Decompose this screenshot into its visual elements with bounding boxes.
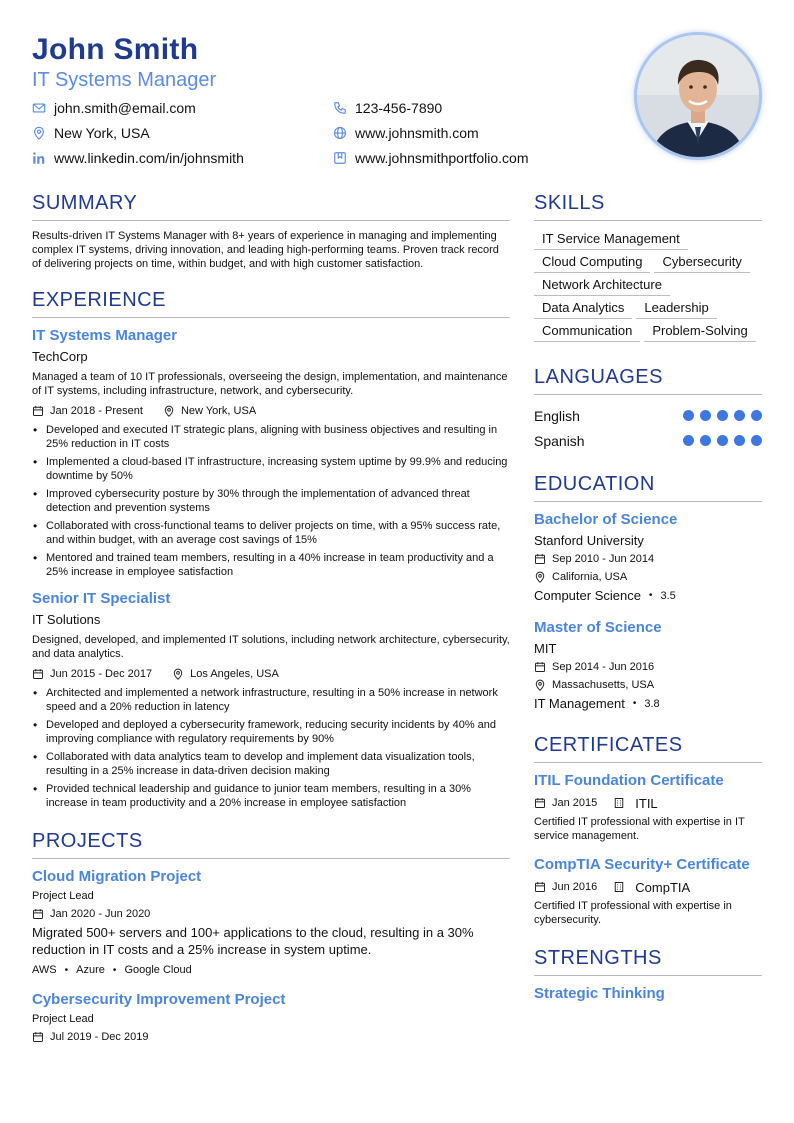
achievement-item: • Developed and executed IT strategic plans, aligning with business objectives and resulting in 25% reduction in IT costs (32, 423, 510, 451)
achievement-item: • Provided technical leadership and guidance to junior team members, resulting in a 30% increase in team productivity and a 20% increase in employee satisfaction (32, 782, 510, 810)
contact-portfolio[interactable] (333, 148, 529, 168)
skill-tag: Network Architecture (534, 275, 670, 296)
phone-text: 123-456-7890 (355, 100, 443, 116)
certificates-heading: CERTIFICATES (534, 732, 762, 763)
globe-icon (333, 126, 347, 140)
bookmark-icon (333, 151, 347, 165)
degree-title: Bachelor of Science (534, 511, 678, 528)
project-dates: Jan 2020 - Jun 2020 (50, 908, 151, 920)
skills-list (534, 229, 762, 344)
proficiency-dot (734, 435, 745, 446)
project-tag: Azure (76, 964, 105, 976)
location-pin-icon (172, 668, 184, 680)
education-field-row: IT Management • 3.8 (534, 694, 762, 714)
achievement-item: • Improved cybersecurity posture by 30% through the implementation of advanced threat detection and prevention systems (32, 487, 510, 515)
job-title: IT Systems Manager (32, 327, 178, 344)
phone-icon (333, 101, 347, 115)
job-meta (32, 666, 510, 682)
building-icon (613, 797, 625, 809)
email-text: john.smith@email.com (54, 100, 196, 116)
location-pin-icon (534, 571, 546, 583)
achievement-item: • Architected and implemented a network infrastructure, resulting in a 50% increase in network speed and a 20% reduction in latency (32, 686, 510, 714)
achievement-item: • Collaborated with data analytics team to develop and implement data visualization tools, resulting in a 25% increase in data-driven decision making (32, 750, 510, 778)
job-description: Designed, developed, and implemented IT solutions, including network architecture, cybersecurity, and data analytics. (32, 634, 510, 660)
certificate-issuer: CompTIA (635, 879, 691, 895)
profile-photo (634, 32, 762, 160)
linkedin-icon (32, 151, 46, 165)
resume-header (32, 32, 762, 172)
achievement-item: • Mentored and trained team members, resulting in a 40% increase in team productivity and a 25% increase in employee satisfaction (32, 551, 510, 579)
certificates-section (534, 732, 762, 927)
project-tag: AWS (32, 964, 57, 976)
certificate-title: CompTIA Security+ Certificate (534, 856, 750, 873)
education-heading: EDUCATION (534, 471, 762, 502)
calendar-icon (32, 1031, 44, 1043)
gpa-value: 3.5 (660, 590, 676, 602)
proficiency-dot (700, 435, 711, 446)
achievement-list (32, 686, 510, 810)
contact-email[interactable] (32, 98, 196, 118)
skill-tag: Problem-Solving (644, 321, 755, 342)
education-dates: Sep 2014 - Jun 2016 (552, 661, 655, 673)
language-name: English (534, 407, 580, 424)
proficiency-dot (700, 410, 711, 421)
language-row (534, 403, 762, 428)
job-title: Senior IT Specialist (32, 590, 171, 607)
education-location-row (534, 676, 762, 694)
project-entry (32, 867, 510, 978)
job-location: Los Angeles, USA (190, 668, 279, 680)
project-meta (32, 906, 510, 922)
skill-tag: IT Service Management (534, 229, 688, 250)
education-dates-row (534, 658, 762, 676)
proficiency-dot (683, 435, 694, 446)
education-location: California, USA (552, 571, 628, 583)
contact-linkedin[interactable] (32, 148, 244, 168)
certificate-description: Certified IT professional with expertise in IT service management. (534, 816, 745, 842)
summary-text: Results-driven IT Systems Manager with 8+ years of experience in managing and implementing complex IT systems, driving innovation, and leading high-performing teams. Proven track record of delivering projects on time, within budget, and with high customer satisfaction. (32, 230, 499, 270)
gpa-value: 3.8 (644, 698, 660, 710)
language-name: Spanish (534, 432, 585, 449)
portfolio-text: www.johnsmithportfolio.com (355, 150, 529, 166)
job-meta (32, 403, 510, 419)
certificate-date: Jun 2016 (552, 881, 598, 893)
skill-tag: Data Analytics (534, 298, 632, 319)
project-description: Migrated 500+ servers and 100+ applications to the cloud, resulting in a 30% reduction in IT costs and a 25% increase in system uptime. (32, 925, 474, 957)
company-name: TechCorp (32, 349, 88, 364)
calendar-icon (32, 908, 44, 920)
strength-item: Strategic Thinking (534, 985, 665, 1002)
achievement-item: • Collaborated with cross-functional teams to deliver projects on time, with a 95% success rate, and within budget, with an average cost savings of 15% (32, 519, 510, 547)
project-role: Project Lead (32, 1013, 94, 1025)
certificate-entry (534, 855, 762, 927)
location-pin-icon (32, 126, 46, 140)
proficiency-dot (717, 435, 728, 446)
location-pin-icon (534, 679, 546, 691)
job-dates: Jan 2018 - Present (50, 405, 143, 417)
language-level (677, 410, 762, 421)
candidate-name: John Smith (32, 33, 199, 66)
education-field-row: Computer Science • 3.5 (534, 586, 762, 606)
job-description: Managed a team of 10 IT professionals, overseeing the design, implementation, and maintenance of IT systems, including infrastructure, network, and cybersecurity. (32, 371, 508, 397)
left-column (32, 190, 510, 1045)
summary-heading: SUMMARY (32, 190, 510, 221)
calendar-icon (534, 881, 546, 893)
job-dates: Jun 2015 - Dec 2017 (50, 668, 153, 680)
project-dates: Jul 2019 - Dec 2019 (50, 1031, 149, 1043)
experience-heading: EXPERIENCE (32, 287, 510, 318)
project-title: Cybersecurity Improvement Project (32, 991, 286, 1008)
calendar-icon (32, 668, 44, 680)
projects-section (32, 828, 510, 1045)
education-section (534, 471, 762, 714)
project-entry (32, 990, 510, 1045)
field-of-study: IT Management (534, 696, 625, 711)
calendar-icon (534, 553, 546, 565)
building-icon (613, 881, 625, 893)
education-location-row (534, 568, 762, 586)
candidate-title: IT Systems Manager (32, 69, 217, 91)
strengths-heading: STRENGTHS (534, 945, 762, 976)
achievement-list (32, 423, 510, 579)
location-text: New York, USA (54, 125, 150, 141)
project-title: Cloud Migration Project (32, 868, 202, 885)
location-pin-icon (163, 405, 175, 417)
field-of-study: Computer Science (534, 588, 641, 603)
school-name: Stanford University (534, 533, 644, 548)
skill-tag: Communication (534, 321, 640, 342)
certificate-meta (534, 793, 762, 813)
proficiency-dot (683, 410, 694, 421)
certificate-meta (534, 877, 762, 897)
linkedin-text: www.linkedin.com/in/johnsmith (54, 150, 244, 166)
projects-heading: PROJECTS (32, 828, 510, 859)
education-location: Massachusetts, USA (552, 679, 655, 691)
certificate-entry (534, 771, 762, 843)
skill-tag: Cloud Computing (534, 252, 650, 273)
strengths-section (534, 945, 762, 1003)
job-location: New York, USA (180, 405, 257, 417)
company-name: IT Solutions (32, 612, 101, 627)
job-entry (32, 326, 510, 579)
right-column (534, 190, 762, 1003)
languages-section (534, 364, 762, 453)
summary-section (32, 190, 510, 271)
certificate-issuer: ITIL (635, 795, 658, 811)
education-dates: Sep 2010 - Jun 2014 (552, 553, 655, 565)
project-tag: Google Cloud (124, 964, 192, 976)
skill-tag: Cybersecurity (654, 252, 749, 273)
proficiency-dot (717, 410, 728, 421)
language-level (677, 435, 762, 446)
certificate-description: Certified IT professional with expertise in cybersecurity. (534, 900, 732, 926)
degree-title: Master of Science (534, 619, 662, 636)
experience-section (32, 287, 510, 810)
project-tags: AWS • Azure • Google Cloud (32, 964, 192, 976)
mail-icon (32, 101, 46, 115)
skills-heading: SKILLS (534, 190, 762, 221)
skill-tag: Leadership (636, 298, 716, 319)
certificate-date: Jan 2015 (552, 797, 598, 809)
job-entry (32, 589, 510, 810)
project-role: Project Lead (32, 890, 94, 902)
proficiency-dot (751, 435, 762, 446)
proficiency-dot (751, 410, 762, 421)
contact-phone[interactable] (333, 98, 442, 118)
education-entry (534, 618, 762, 714)
achievement-item: • Implemented a cloud-based IT infrastructure, increasing system uptime by 99.9% and reducing downtime by 50% (32, 455, 510, 483)
contact-location (32, 123, 150, 143)
calendar-icon (534, 797, 546, 809)
skills-section (534, 190, 762, 344)
calendar-icon (534, 661, 546, 673)
website-text: www.johnsmith.com (355, 125, 479, 141)
school-name: MIT (534, 641, 557, 656)
certificate-title: ITIL Foundation Certificate (534, 772, 724, 789)
language-row (534, 428, 762, 453)
contact-website[interactable] (333, 123, 479, 143)
calendar-icon (32, 405, 44, 417)
education-dates-row (534, 550, 762, 568)
languages-heading: LANGUAGES (534, 364, 762, 395)
project-meta (32, 1029, 510, 1045)
education-entry (534, 510, 762, 606)
achievement-item: • Developed and deployed a cybersecurity framework, reducing security incidents by 40% and improving compliance with regulatory requirements by 90% (32, 718, 510, 746)
proficiency-dot (734, 410, 745, 421)
